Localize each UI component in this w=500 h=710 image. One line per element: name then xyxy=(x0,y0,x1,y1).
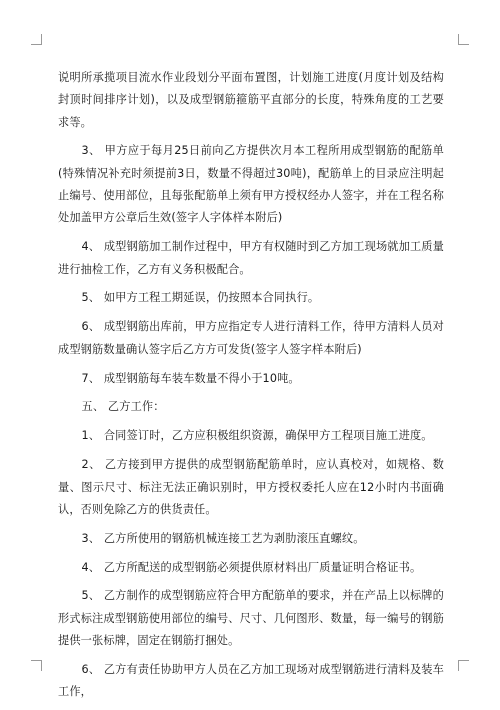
crop-mark-bottom-left xyxy=(31,660,42,671)
paragraph-b-item-3: 3、 乙方所使用的钢筋机械连接工艺为剥肋滚压直螺纹。 xyxy=(81,531,365,545)
section-heading-party-b: 五、 乙方工作： xyxy=(81,400,165,414)
paragraph-b-item-6: 6、 乙方有责任协助甲方人员在乙方加工现场对成型钢筋进行清料及装车工作， xyxy=(58,662,444,699)
paragraph-item-3: 3、 甲方应于每月25日前向乙方提供次月本工程所用成型钢筋的配筋单(特殊情况补充时须提前3日，数量不得超过30吨)，配筋单上的目录应注明起止编号、使用部位，且每张配筋单上须有甲方授权经办人签字，并在工程名称处加盖甲方公章后生效(签字人字体样本附后) xyxy=(58,144,444,225)
crop-mark-top-right xyxy=(458,34,469,45)
paragraph-item-6: 6、 成型钢筋出库前，甲方应指定专人进行清料工作，待甲方清料人员对成型钢筋数量确认签字后乙方方可发货(签字人签字样本附后) xyxy=(58,320,444,356)
paragraph-item-7: 7、 成型钢筋每车装车数量不得小于10吨。 xyxy=(81,371,300,385)
crop-mark-bottom-right xyxy=(458,660,469,671)
paragraph-item-4: 4、 成型钢筋加工制作过程中，甲方有权随时到乙方加工现场就加工质量进行抽检工作，乙方有义务积极配合。 xyxy=(58,240,444,276)
paragraph-b-item-4: 4、 乙方所配送的成型钢筋必须提供原材料出厂质量证明合格证书。 xyxy=(81,560,422,574)
paragraph-b-item-5: 5、 乙方制作的成型钢筋应符合甲方配筋单的要求，并在产品上以标牌的形式标注成型钢筋使用部位的编号、尺寸、几何图形、数量，每一编号的钢筋提供一张标牌，固定在钢筋打捆处。 xyxy=(58,589,444,648)
paragraph-b-item-1: 1、 合同签订时，乙方应积极组织资源，确保甲方工程项目施工进度。 xyxy=(81,429,433,443)
paragraph-continuation: 说明所承揽项目流水作业段划分平面布置图，计划施工进度(月度计划及结构封顶时间排序计划)，以及成型钢筋箍筋平直部分的长度，特殊角度的工艺要求等。 xyxy=(58,71,444,129)
paragraph-b-item-2: 2、 乙方接到甲方提供的成型钢筋配筋单时，应认真校对，如规格、数量、图示尺寸、标注无法正确识别时，甲方授权委托人应在12小时内书面确认，否则免除乙方的供货责任。 xyxy=(58,458,444,516)
crop-mark-top-left xyxy=(31,34,42,45)
document-body xyxy=(58,67,444,710)
paragraph-item-5: 5、 如甲方工程工期延误，仍按照本合同执行。 xyxy=(81,291,320,305)
